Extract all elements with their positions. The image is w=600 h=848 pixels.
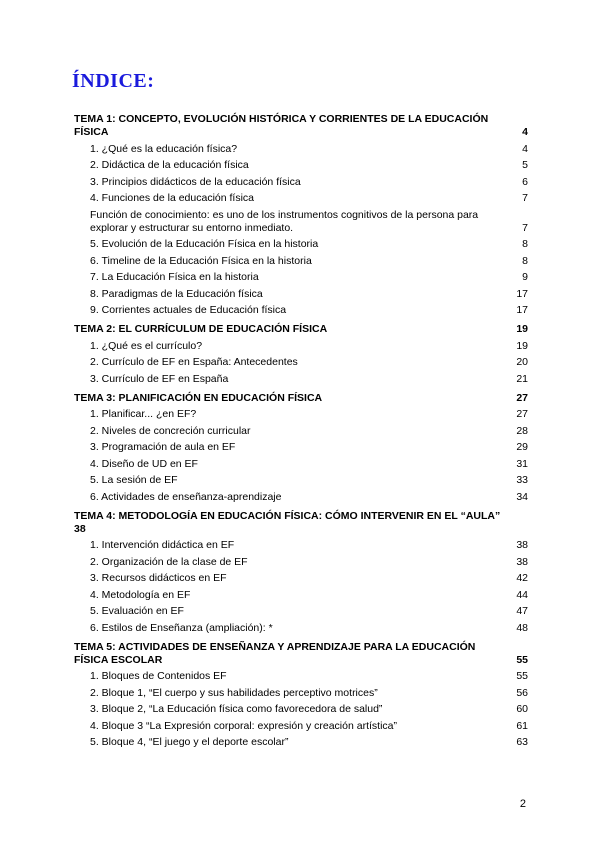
entry-page-number: 20 — [516, 356, 528, 368]
page-number: 2 — [519, 798, 526, 810]
entry-page-number: 42 — [516, 572, 528, 584]
entry-title: Función de conocimiento: es uno de los instrumentos cognitivos de la persona para explorar y estructurar su entorno inmediato. — [90, 208, 479, 234]
entry-title: 6. Estilos de Enseñanza (ampliación): * — [90, 621, 273, 634]
toc-entry[interactable] — [74, 271, 528, 284]
entry-title: 2. Didáctica de la educación física — [90, 159, 249, 171]
toc-section — [74, 113, 528, 317]
toc-entry[interactable] — [74, 441, 528, 454]
entry-page-number: 56 — [516, 686, 528, 699]
toc-entry[interactable] — [74, 255, 528, 268]
entry-title: 2. Niveles de concreción curricular — [90, 424, 251, 437]
entry-title: 5. Bloque 4, “El juego y el deporte escolar” — [90, 736, 289, 748]
toc-section — [74, 392, 528, 504]
section-title: TEMA 4: METODOLOGÍA EN EDUCACIÓN FÍSICA: CÓMO INTERVENIR EN EL “AULA” — [74, 509, 501, 522]
entry-title: 1. ¿Qué es el currículo? — [90, 339, 203, 352]
toc-entry[interactable] — [74, 304, 528, 317]
toc-section-heading[interactable] — [74, 641, 528, 667]
toc-entry[interactable] — [74, 159, 528, 172]
toc-entry[interactable] — [74, 238, 528, 251]
toc-entry[interactable] — [74, 605, 528, 618]
toc-section — [74, 510, 528, 635]
section-title: TEMA 2: EL CURRÍCULUM DE EDUCACIÓN FÍSICA — [74, 323, 328, 335]
entry-page-number: 8 — [522, 254, 528, 267]
toc-entry[interactable] — [74, 474, 528, 487]
entry-page-number: 38 — [516, 539, 528, 551]
entry-title: 3. Bloque 2, “La Educación física como favorecedora de salud” — [90, 703, 383, 715]
section-page-number: 4 — [522, 126, 528, 138]
entry-title: 4. Funciones de la educación física — [90, 192, 255, 204]
entry-page-number: 7 — [522, 221, 528, 234]
toc-entry[interactable] — [74, 491, 528, 504]
toc-entry[interactable] — [74, 670, 528, 683]
section-page-number: 38 — [74, 522, 86, 535]
entry-page-number: 6 — [522, 175, 528, 188]
toc-entry[interactable] — [74, 622, 528, 635]
entry-title: 1. Intervención didáctica en EF — [90, 539, 235, 551]
toc-entry[interactable] — [74, 192, 528, 205]
entry-title: 2. Bloque 1, “El cuerpo y sus habilidades perceptivo motrices” — [90, 686, 378, 699]
section-page-number: 19 — [516, 323, 528, 335]
toc-entry[interactable] — [74, 458, 528, 471]
toc-entry[interactable] — [74, 176, 528, 189]
section-title: TEMA 3: PLANIFICACIÓN EN EDUCACIÓN FÍSICA — [74, 391, 323, 404]
entry-page-number: 55 — [516, 670, 528, 682]
entry-page-number: 4 — [522, 142, 528, 155]
entry-page-number: 60 — [516, 703, 528, 715]
entry-page-number: 44 — [516, 588, 528, 601]
toc-entry[interactable] — [74, 209, 528, 235]
entry-title: 1. ¿Qué es la educación física? — [90, 142, 238, 155]
toc-section-heading[interactable] — [74, 392, 528, 405]
entry-page-number: 17 — [516, 304, 528, 316]
entry-page-number: 5 — [522, 159, 528, 171]
entry-title: 3. Principios didácticos de la educación física — [90, 175, 301, 188]
entry-title: 7. La Educación Física en la historia — [90, 271, 259, 283]
entry-title: 6. Timeline de la Educación Física en la historia — [90, 254, 312, 267]
toc-section — [74, 323, 528, 386]
entry-title: 1. Planificar... ¿en EF? — [90, 408, 197, 420]
toc-section — [74, 641, 528, 750]
toc-entry[interactable] — [74, 539, 528, 552]
entry-page-number: 9 — [522, 271, 528, 283]
table-of-contents — [74, 113, 528, 755]
toc-entry[interactable] — [74, 356, 528, 369]
entry-page-number: 27 — [516, 408, 528, 420]
entry-page-number: 29 — [516, 441, 528, 453]
entry-title: 3. Currículo de EF en España — [90, 372, 229, 385]
entry-title: 4. Bloque 3 “La Expresión corporal: expresión y creación artística” — [90, 719, 397, 732]
toc-entry[interactable] — [74, 736, 528, 749]
toc-section-heading[interactable] — [74, 113, 528, 139]
toc-entry[interactable] — [74, 288, 528, 301]
entry-title: 9. Corrientes actuales de Educación física — [90, 304, 287, 316]
entry-page-number: 8 — [522, 238, 528, 250]
entry-title: 1. Bloques de Contenidos EF — [90, 670, 227, 682]
entry-page-number: 61 — [516, 719, 528, 732]
section-title: TEMA 5: ACTIVIDADES DE ENSEÑANZA Y APRENDIZAJE PARA LA EDUCACIÓN FÍSICA ESCOLAR — [74, 640, 476, 666]
section-title: TEMA 1: CONCEPTO, EVOLUCIÓN HISTÓRICA Y CORRIENTES DE LA EDUCACIÓN FÍSICA — [74, 113, 489, 138]
entry-page-number: 48 — [516, 621, 528, 634]
entry-title: 4. Metodología en EF — [90, 588, 191, 601]
entry-page-number: 33 — [516, 474, 528, 486]
section-page-number: 55 — [516, 653, 528, 666]
toc-entry[interactable] — [74, 425, 528, 438]
section-page-number: 27 — [516, 391, 528, 404]
entry-title: 2. Currículo de EF en España: Antecedentes — [90, 356, 298, 368]
toc-entry[interactable] — [74, 340, 528, 353]
toc-entry[interactable] — [74, 572, 528, 585]
toc-section-heading[interactable] — [74, 323, 528, 336]
entry-title: 3. Programación de aula en EF — [90, 441, 236, 453]
entry-page-number: 17 — [516, 287, 528, 300]
toc-entry[interactable] — [74, 703, 528, 716]
toc-entry[interactable] — [74, 408, 528, 421]
entry-page-number: 7 — [522, 192, 528, 204]
toc-entry[interactable] — [74, 589, 528, 602]
entry-page-number: 28 — [516, 424, 528, 437]
toc-entry[interactable] — [74, 556, 528, 569]
entry-page-number: 34 — [516, 490, 528, 503]
entry-page-number: 63 — [516, 736, 528, 748]
entry-title: 8. Paradigmas de la Educación física — [90, 287, 263, 300]
entry-title: 2. Organización de la clase de EF — [90, 555, 248, 568]
entry-page-number: 19 — [516, 339, 528, 352]
entry-title: 5. Evaluación en EF — [90, 605, 184, 617]
toc-entry[interactable] — [74, 720, 528, 733]
entry-page-number: 31 — [516, 457, 528, 470]
toc-entry[interactable] — [74, 687, 528, 700]
entry-title: 3. Recursos didácticos en EF — [90, 572, 227, 584]
entry-title: 5. Evolución de la Educación Física en la historia — [90, 238, 319, 250]
toc-entry[interactable] — [74, 373, 528, 386]
entry-title: 5. La sesión de EF — [90, 474, 178, 486]
entry-title: 6. Actividades de enseñanza-aprendizaje — [90, 490, 282, 503]
index-heading: ÍNDICE: — [72, 70, 155, 92]
entry-page-number: 47 — [516, 605, 528, 617]
toc-section-heading[interactable] — [74, 510, 528, 536]
entry-page-number: 21 — [516, 372, 528, 385]
toc-entry[interactable] — [74, 143, 528, 156]
entry-title: 4. Diseño de UD en EF — [90, 457, 198, 470]
entry-page-number: 38 — [516, 555, 528, 568]
